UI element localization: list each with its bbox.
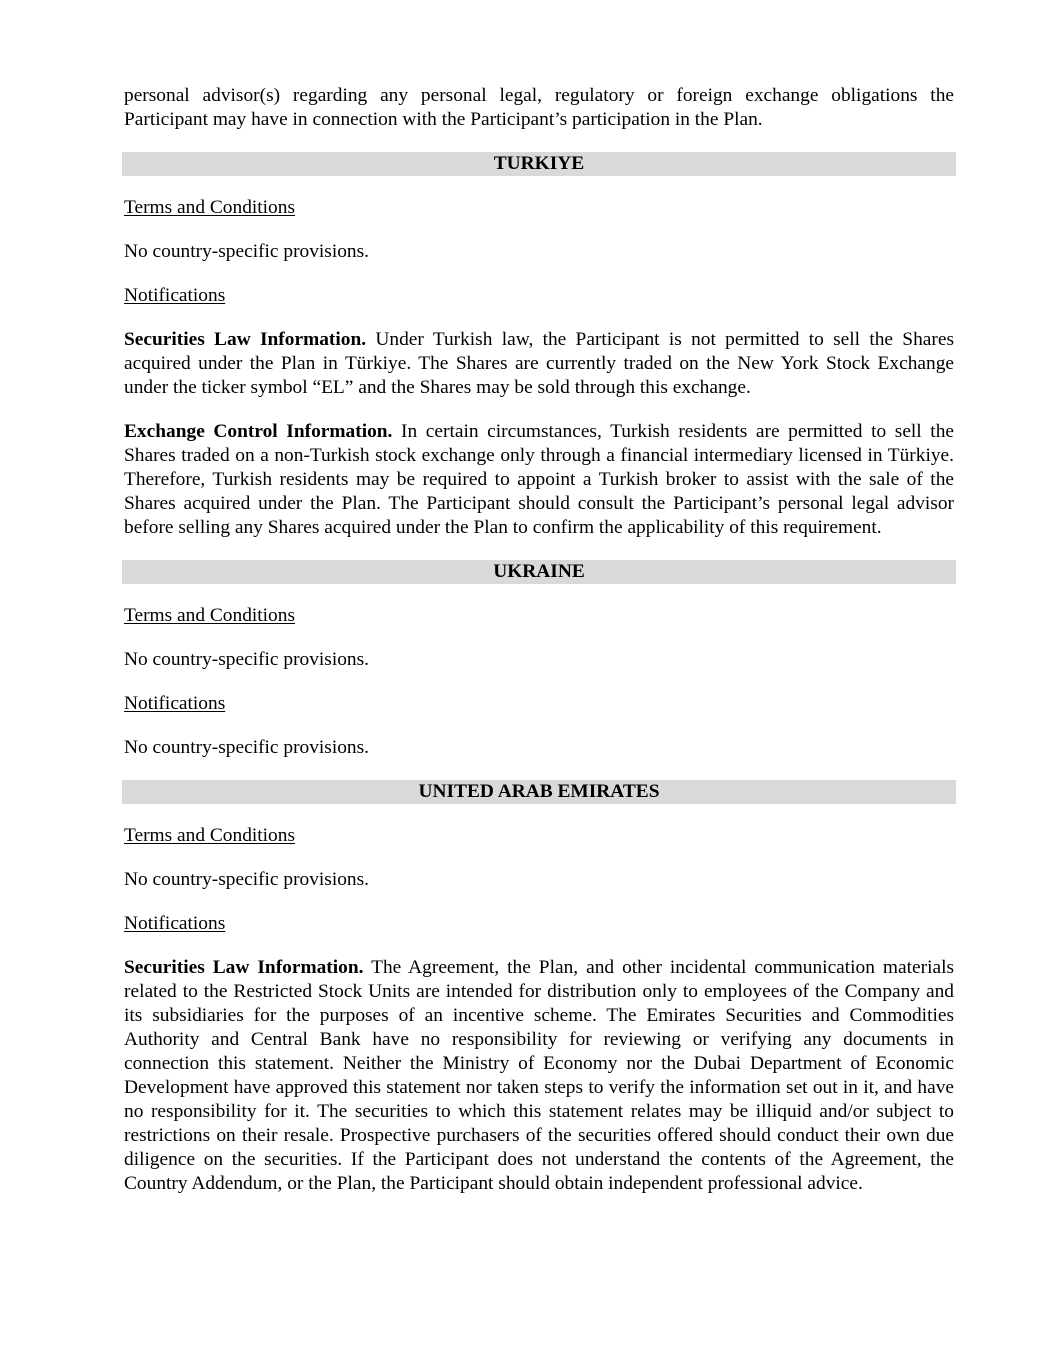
- notifications-label-text: Notifications: [124, 285, 226, 306]
- terms-text: No country-specific provisions.: [124, 869, 370, 890]
- terms-label-text: Terms and Conditions: [124, 605, 295, 626]
- item-title: Exchange Control Information.: [124, 421, 393, 442]
- item-text: Under Turkish law, the Participant is not permitted to sell the Shares acquired under the Plan in Türkiye. The Shares are currently traded on the New York Stock Exchange under the ticker symbol “EL” and the Shares may be sold through this exchange.: [124, 329, 954, 398]
- terms-text: No country-specific provisions.: [124, 241, 370, 262]
- securities-law-paragraph: [124, 956, 954, 1196]
- terms-label: [124, 824, 954, 848]
- section-heading-uae: UNITED ARAB EMIRATES: [122, 780, 956, 804]
- notifications-text: No country-specific provisions.: [124, 737, 370, 758]
- terms-label: [124, 196, 954, 220]
- exchange-control-paragraph: [124, 420, 954, 540]
- section-heading-ukraine: UKRAINE: [122, 560, 956, 584]
- notifications-label-text: Notifications: [124, 693, 226, 714]
- notifications-label: [124, 912, 954, 936]
- notifications-label: [124, 284, 954, 308]
- section-heading-turkiye: TURKIYE: [122, 152, 956, 176]
- item-text: The Agreement, the Plan, and other incidental communication materials related to the Restricted Stock Units are intended for distribution only to employees of the Company and its subsidiaries for the purposes of an incentive scheme. The Emirates Securities and Commodities Authority and Central Bank have no responsibility for reviewing or verifying any documents in connection this statement. Neither the Ministry of Economy nor the Dubai Department of Economic Development have approved this statement nor taken steps to verify the information set out in it, and have no responsibility for it. The securities to which this statement relates may be illiquid and/or subject to restrictions on their resale. Prospective purchasers of the securities offered should conduct their own due diligence on the securities. If the Participant does not understand the contents of the Agreement, the Country Addendum, or the Plan, the Participant should obtain independent professional advice.: [124, 957, 954, 1194]
- securities-law-paragraph: [124, 328, 954, 400]
- notifications-label-text: Notifications: [124, 913, 226, 934]
- item-title: Securities Law Information.: [124, 957, 364, 978]
- intro-paragraph: personal advisor(s) regarding any personal legal, regulatory or foreign exchange obligations the Participant may have in connection with the Participant’s participation in the Plan.: [124, 85, 954, 130]
- terms-text: No country-specific provisions.: [124, 649, 370, 670]
- notifications-label: [124, 692, 954, 716]
- terms-label-text: Terms and Conditions: [124, 825, 295, 846]
- terms-label-text: Terms and Conditions: [124, 197, 295, 218]
- document-page: [124, 84, 954, 1216]
- item-text: In certain circumstances, Turkish residents are permitted to sell the Shares traded on a non-Turkish stock exchange only through a financial intermediary licensed in Türkiye. Therefore, Turkish residents may be required to appoint a Turkish broker to assist with the sale of the Shares acquired under the Plan. The Participant should consult the Participant’s personal legal advisor before selling any Shares acquired under the Plan to confirm the applicability of this requirement.: [124, 421, 954, 538]
- terms-label: [124, 604, 954, 628]
- item-title: Securities Law Information.: [124, 329, 367, 350]
